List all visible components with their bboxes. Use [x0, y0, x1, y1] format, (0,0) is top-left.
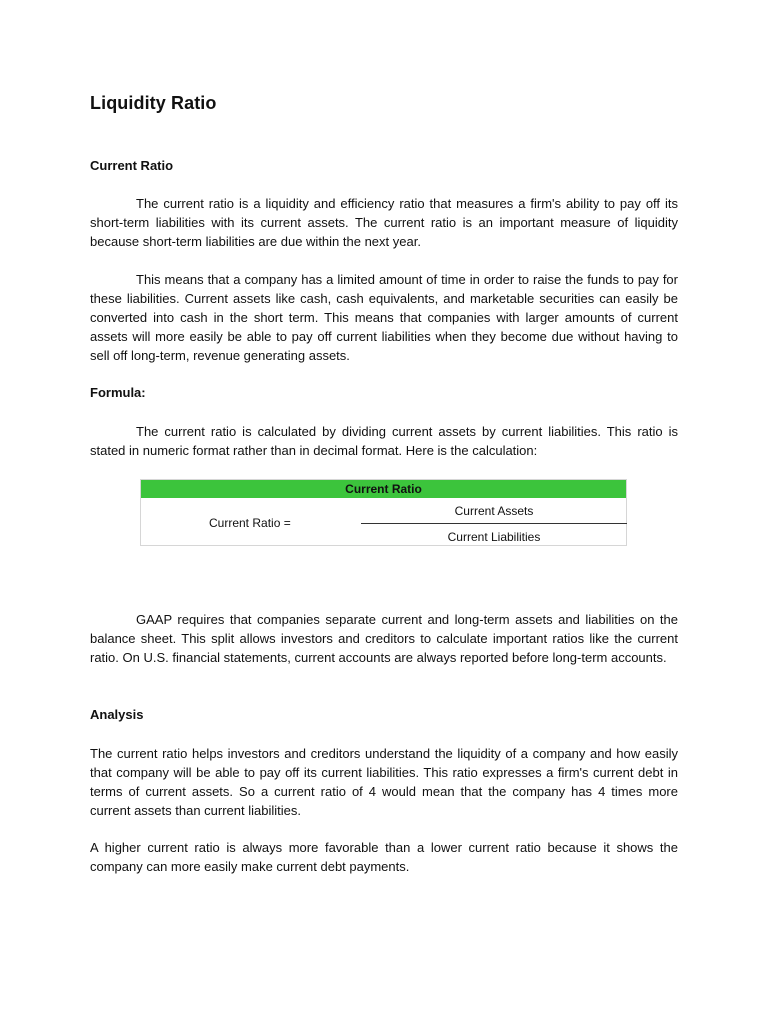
formula-label: Current Ratio = [209, 516, 291, 530]
paragraph-analysis-1: The current ratio helps investors and creditors understand the liquidity of a company and how easily that company will be able to pay off its current liabilities. This ratio expresses a firm's current debt in terms of current assets. So a current ratio of 4 would mean that the company has 4 times more current assets than current liabilities. [90, 746, 678, 818]
paragraph-current-ratio-definition: The current ratio is a liquidity and efficiency ratio that measures a firm's ability to pay off its short-term liabilities with its current assets. The current ratio is an important measure of liquidity because short-term liabilities are due within the next year. [90, 196, 678, 249]
paragraph-formula-intro: The current ratio is calculated by dividing current assets by current liabilities. This ratio is stated in numeric format rather than in decimal format. Here is the calculation: [90, 424, 678, 458]
paragraph-current-ratio-explanation: This means that a company has a limited amount of time in order to raise the funds to pay for these liabilities. Current assets like cash, cash equivalents, and marketable securities can easily be converted into cash in the short term. This means that companies with larger amounts of current assets will more easily be able to pay off current liabilities when they become due without having to sell off long-term, revenue generating assets. [90, 272, 678, 363]
section-heading-formula: Formula: [90, 385, 146, 400]
section-heading-analysis: Analysis [90, 707, 144, 722]
section-heading-current-ratio: Current Ratio [90, 158, 174, 173]
formula-box-header: Current Ratio [141, 480, 626, 498]
paragraph-gaap: GAAP requires that companies separate current and long-term assets and liabilities on the balance sheet. This split allows investors and creditors to calculate important ratios like the current ratio. On U.S. financial statements, current accounts are always reported before long-term accounts. [90, 612, 678, 665]
formula-denominator: Current Liabilities [447, 530, 541, 544]
formula-numerator: Current Assets [454, 504, 534, 518]
fraction-bar [361, 523, 627, 524]
page-title: Liquidity Ratio [90, 93, 217, 113]
current-ratio-formula-box [140, 479, 627, 546]
paragraph-analysis-2: A higher current ratio is always more favorable than a lower current ratio because it shows the company can more easily make current debt payments. [90, 840, 678, 874]
